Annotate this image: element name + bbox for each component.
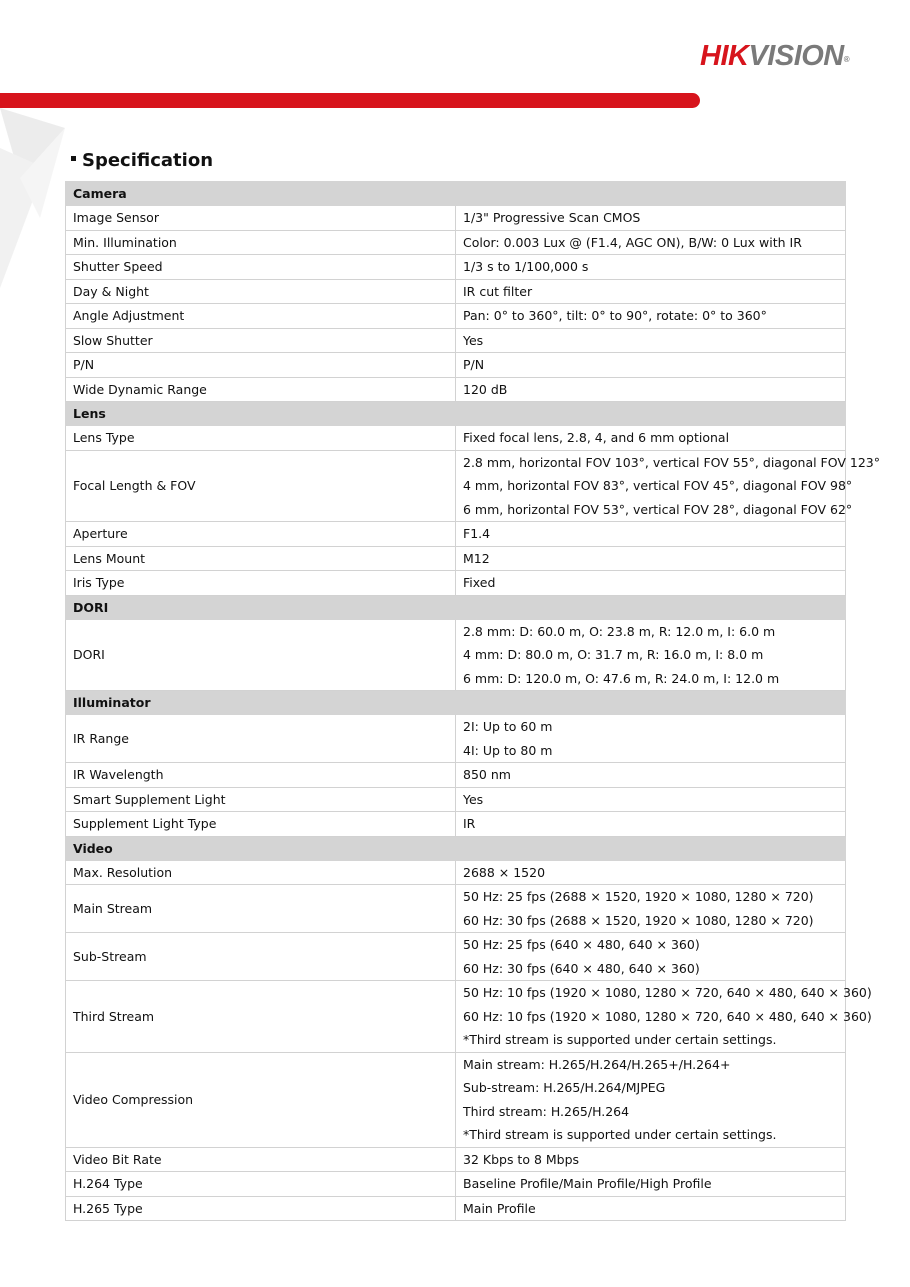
table-row	[66, 304, 846, 329]
table-row	[66, 255, 846, 280]
specification-table-body	[66, 182, 880, 1221]
spec-value-line: IR cut filter	[463, 283, 533, 299]
spec-value-line: Yes	[463, 791, 484, 807]
spec-label: DORI	[66, 619, 456, 691]
table-row	[66, 715, 846, 763]
spec-value-line: Yes	[463, 332, 484, 348]
table-row	[66, 328, 846, 353]
spec-value	[456, 933, 846, 981]
spec-value	[456, 812, 846, 837]
table-row	[66, 426, 846, 451]
spec-value	[456, 279, 846, 304]
section-header-row	[66, 691, 846, 715]
spec-value	[456, 1052, 846, 1147]
spec-value	[456, 206, 846, 231]
spec-value-line: Third stream: H.265/H.264	[463, 1103, 630, 1119]
spec-value	[456, 450, 880, 522]
table-row	[66, 230, 846, 255]
spec-value	[456, 715, 846, 763]
logo-grey-part: VISION	[748, 40, 844, 72]
spec-label: Wide Dynamic Range	[66, 377, 456, 402]
spec-label: Main Stream	[66, 885, 456, 933]
spec-label: IR Range	[66, 715, 456, 763]
page-title-text: Specification	[82, 150, 214, 171]
spec-label: Image Sensor	[66, 206, 456, 231]
table-row	[66, 353, 846, 378]
bullet-icon	[71, 156, 76, 161]
spec-label: Lens Type	[66, 426, 456, 451]
section-header-row	[66, 402, 846, 426]
spec-value	[456, 255, 846, 280]
spec-label: H.265 Type	[66, 1196, 456, 1221]
table-row	[66, 377, 846, 402]
spec-value-line: Pan: 0° to 360°, tilt: 0° to 90°, rotate: 0° to 360°	[463, 308, 767, 323]
spec-value	[456, 1147, 846, 1172]
spec-value-line: 4I: Up to 80 m	[463, 742, 553, 758]
table-row	[66, 619, 846, 691]
table-row	[66, 885, 846, 933]
spec-value	[456, 763, 846, 788]
table-row	[66, 571, 846, 596]
table-row	[66, 860, 846, 885]
spec-value	[456, 885, 846, 933]
spec-label: Angle Adjustment	[66, 304, 456, 329]
section-header-row	[66, 182, 846, 206]
section-header: Camera	[66, 182, 846, 206]
table-row	[66, 1052, 846, 1147]
spec-label: Iris Type	[66, 571, 456, 596]
table-row	[66, 763, 846, 788]
spec-value-line: Color: 0.003 Lux @ (F1.4, AGC ON), B/W: 0 Lux with IR	[463, 234, 802, 250]
spec-value	[456, 304, 846, 329]
spec-value-line: 60 Hz: 30 fps (2688 × 1520, 1920 × 1080, 1280 × 720)	[463, 912, 814, 928]
specification-table	[65, 181, 880, 1221]
table-row	[66, 522, 846, 547]
table-row	[66, 1172, 846, 1197]
spec-value-line: 60 Hz: 30 fps (640 × 480, 640 × 360)	[463, 960, 700, 976]
spec-value	[456, 571, 846, 596]
table-row	[66, 279, 846, 304]
page-title	[71, 149, 213, 173]
table-row	[66, 812, 846, 837]
table-row	[66, 206, 846, 231]
table-row	[66, 787, 846, 812]
spec-value-line: IR	[463, 816, 476, 831]
spec-value-line: *Third stream is supported under certain settings.	[463, 1127, 777, 1142]
spec-label: H.264 Type	[66, 1172, 456, 1197]
spec-value-line: 2.8 mm: D: 60.0 m, O: 23.8 m, R: 12.0 m, I: 6.0 m	[463, 623, 776, 639]
table-row	[66, 1147, 846, 1172]
section-header-row	[66, 595, 846, 619]
spec-label: Video Compression	[66, 1052, 456, 1147]
spec-label: P/N	[66, 353, 456, 378]
spec-value	[456, 619, 846, 691]
spec-value-line: 6 mm: D: 120.0 m, O: 47.6 m, R: 24.0 m, I: 12.0 m	[463, 670, 780, 686]
spec-value-line: 50 Hz: 25 fps (2688 × 1520, 1920 × 1080, 1280 × 720)	[463, 889, 814, 904]
spec-label: Shutter Speed	[66, 255, 456, 280]
section-header: Illuminator	[66, 691, 846, 715]
spec-value	[456, 353, 846, 378]
spec-value	[456, 787, 846, 812]
spec-value-line: M12	[463, 550, 490, 566]
spec-value	[456, 328, 846, 353]
spec-value-line: 50 Hz: 25 fps (640 × 480, 640 × 360)	[463, 937, 700, 952]
table-row	[66, 450, 846, 522]
spec-value-line: Fixed focal lens, 2.8, 4, and 6 mm optional	[463, 430, 730, 445]
spec-value-line: P/N	[463, 357, 485, 372]
spec-value-line: *Third stream is supported under certain settings.	[463, 1032, 777, 1047]
section-header-row	[66, 836, 846, 860]
spec-label: Third Stream	[66, 981, 456, 1053]
table-row	[66, 546, 846, 571]
spec-value-line: 4 mm, horizontal FOV 83°, vertical FOV 45°, diagonal FOV 98°	[463, 478, 853, 493]
spec-value	[456, 426, 846, 451]
spec-label: IR Wavelength	[66, 763, 456, 788]
table-row	[66, 981, 846, 1053]
spec-value	[456, 230, 846, 255]
spec-value	[456, 1172, 846, 1197]
spec-value-line: 120 dB	[463, 381, 508, 397]
spec-value-line: 1/3" Progressive Scan CMOS	[463, 210, 641, 225]
table-row	[66, 1196, 846, 1221]
spec-value-line: 850 nm	[463, 767, 511, 782]
section-header: DORI	[66, 595, 846, 619]
logo-red-part: HIK	[700, 40, 749, 72]
spec-value	[456, 377, 846, 402]
spec-label: Video Bit Rate	[66, 1147, 456, 1172]
spec-label: Supplement Light Type	[66, 812, 456, 837]
spec-label: Min. Illumination	[66, 230, 456, 255]
spec-value	[456, 546, 846, 571]
spec-label: Smart Supplement Light	[66, 787, 456, 812]
spec-value-line: F1.4	[463, 526, 491, 541]
spec-value-line: 4 mm: D: 80.0 m, O: 31.7 m, R: 16.0 m, I: 8.0 m	[463, 647, 764, 662]
watermark-star-icon	[0, 108, 70, 298]
spec-value-line: Fixed	[463, 575, 496, 590]
spec-value-line: Main stream: H.265/H.264/H.265+/H.264+	[463, 1056, 731, 1072]
spec-value	[456, 1196, 846, 1221]
spec-label: Sub-Stream	[66, 933, 456, 981]
spec-label: Day & Night	[66, 279, 456, 304]
spec-label: Aperture	[66, 522, 456, 547]
spec-value-line: 2.8 mm, horizontal FOV 103°, vertical FOV 55°, diagonal FOV 123°	[463, 454, 880, 470]
table-row	[66, 933, 846, 981]
spec-label: Focal Length & FOV	[66, 450, 456, 522]
spec-value-line: 60 Hz: 10 fps (1920 × 1080, 1280 × 720, 640 × 480, 640 × 360)	[463, 1008, 872, 1024]
spec-value-line: 50 Hz: 10 fps (1920 × 1080, 1280 × 720, 640 × 480, 640 × 360)	[463, 985, 872, 1000]
spec-value	[456, 522, 846, 547]
spec-value	[456, 981, 872, 1053]
spec-value-line: 6 mm, horizontal FOV 53°, vertical FOV 28°, diagonal FOV 62°	[463, 501, 853, 517]
spec-value-line: 2688 × 1520	[463, 864, 546, 880]
section-header: Video	[66, 836, 846, 860]
header-red-bar	[0, 93, 700, 108]
spec-value-line: 1/3 s to 1/100,000 s	[463, 259, 589, 274]
spec-value-line: Sub-stream: H.265/H.264/MJPEG	[463, 1080, 666, 1095]
spec-value-line: 32 Kbps to 8 Mbps	[463, 1151, 580, 1167]
spec-value	[456, 860, 846, 885]
registered-mark: ®	[843, 55, 850, 64]
spec-label: Lens Mount	[66, 546, 456, 571]
spec-value-line: Baseline Profile/Main Profile/High Profile	[463, 1176, 712, 1191]
spec-value-line: 2I: Up to 60 m	[463, 719, 553, 734]
spec-label: Max. Resolution	[66, 860, 456, 885]
spec-label: Slow Shutter	[66, 328, 456, 353]
hikvision-logo	[700, 40, 849, 72]
section-header: Lens	[66, 402, 846, 426]
spec-value-line: Main Profile	[463, 1200, 536, 1216]
